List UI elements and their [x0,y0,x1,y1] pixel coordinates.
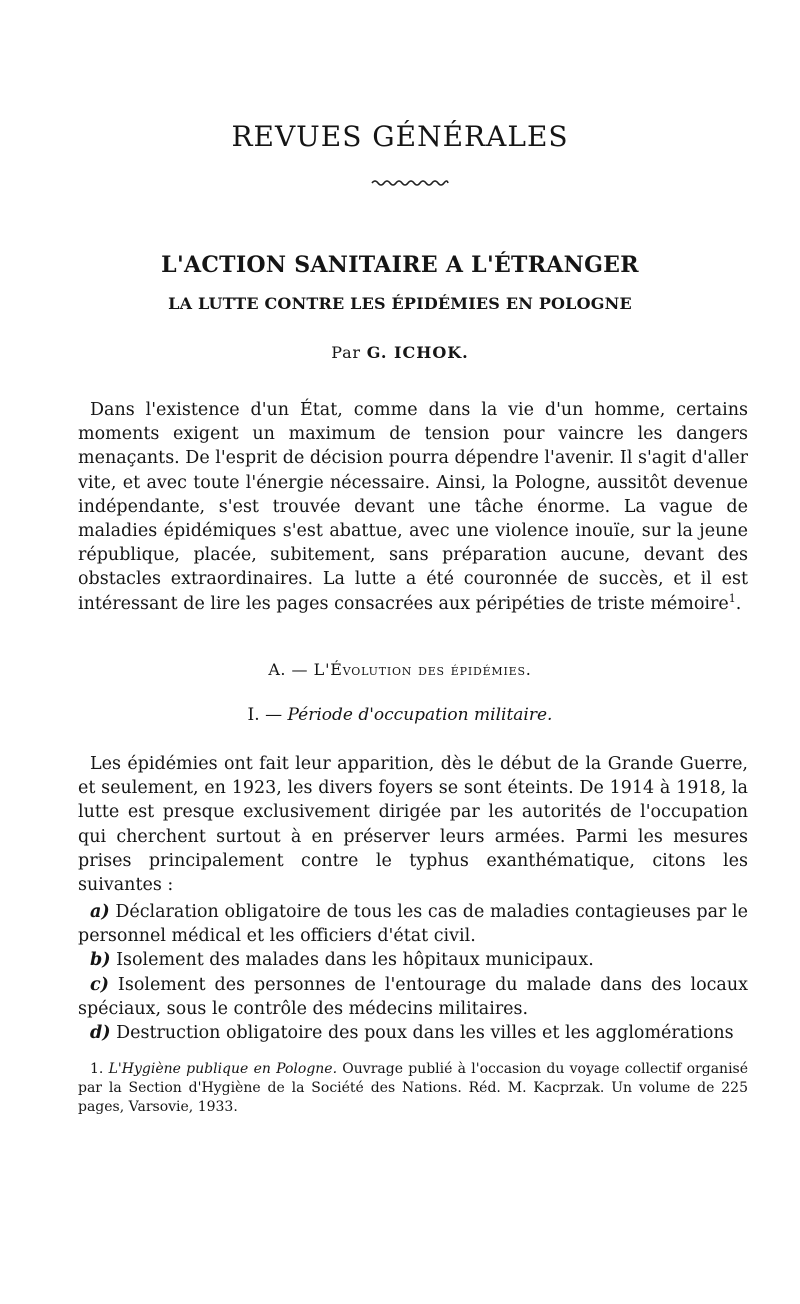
list-item-text: Destruction obligatoire des poux dans les villes et les agglomérations [116,1023,734,1044]
footnote-reference[interactable]: 1 [728,591,736,605]
list-item [78,948,748,972]
body-paragraph: Les épidémies ont fait leur apparition, dès le début de la Grande Guerre, et seulement, en 1923, les divers foyers se sont éteints. De 1914 à 1918, la lutte est presque exclusivement dirigée par les autorités de l'occupation qui cherchent surtout à en préserver leurs armées. Parmi les mesures prises principalement contre le typhus exanthématique, citons les suivantes : [78,754,748,896]
article-title: L'ACTION SANITAIRE A L'ÉTRANGER [161,252,639,278]
list-item [78,973,748,1021]
list-item-label: b) [90,950,111,971]
footnote-number: 1. [90,1061,104,1077]
wave-ornament-icon [370,178,450,188]
section-heading-a [0,660,800,679]
author-name: G. ICHOK. [366,343,469,362]
list-item-text: Isolement des malades dans les hôpitaux municipaux. [116,950,594,971]
intro-end: . [735,593,742,614]
byline [0,343,800,362]
intro-text: Dans l'existence d'un État, comme dans la vie d'un homme, certains moments exigent un maximum de tension pour vaincre les dangers menaçants. De l'esprit de décision pourra dépendre l'avenir. Il s'agit d'aller vite, et avec toute l'énergie nécessaire. Ainsi, la Pologne, aussitôt devenue indépendante, s'est trouvée devant une tâche énorme. La vague de maladies épidémiques s'est abattue, avec une violence inouïe, sur la jeune république, placée, subitement, sans préparation aucune, devant des obstacles extraordinaires. La lutte a été couronnée de succès, et il est intéressant de lire les pages consacrées aux péripéties de triste mémoire [78,400,748,614]
list-item [78,1021,748,1045]
subsection-heading-1 [0,705,800,725]
list-item [78,900,748,948]
list-item-label: a) [90,902,110,922]
byline-prefix: Par [331,343,361,362]
intro-paragraph [78,398,748,616]
section-heading-a-text: L'Évolution des épidémies. [313,660,532,679]
measures-list [78,900,748,1045]
article-subtitle: LA LUTTE CONTRE LES ÉPIDÉMIES EN POLOGNE [168,294,632,313]
subsection-heading-1-text: Période d'occupation militaire. [287,705,553,725]
subsection-heading-1-prefix: I. — [247,705,283,725]
list-item-text: Isolement des personnes de l'entourage du malade dans des locaux spéciaux, sous le contrôle des médecins militaires. [78,974,748,1019]
section-title: REVUES GÉNÉRALES [231,120,569,153]
footnote-text: Ouvrage publié à l'occasion du voyage collectif organisé par la Section d'Hygiène de la Société des Nations. Réd. M. Kacprzak. Un volume de 225 pages, Varsovie, 1933. [78,1061,749,1115]
list-item-text: Déclaration obligatoire de tous les cas de maladies contagieuses par le personnel médical et les officiers d'état civil. [78,902,748,947]
footnote [78,1060,748,1117]
section-heading-a-prefix: A. — [268,660,309,679]
list-item-label: c) [90,974,109,995]
footnote-title: L'Hygiène publique en Pologne. [108,1061,338,1077]
list-item-label: d) [90,1023,111,1044]
